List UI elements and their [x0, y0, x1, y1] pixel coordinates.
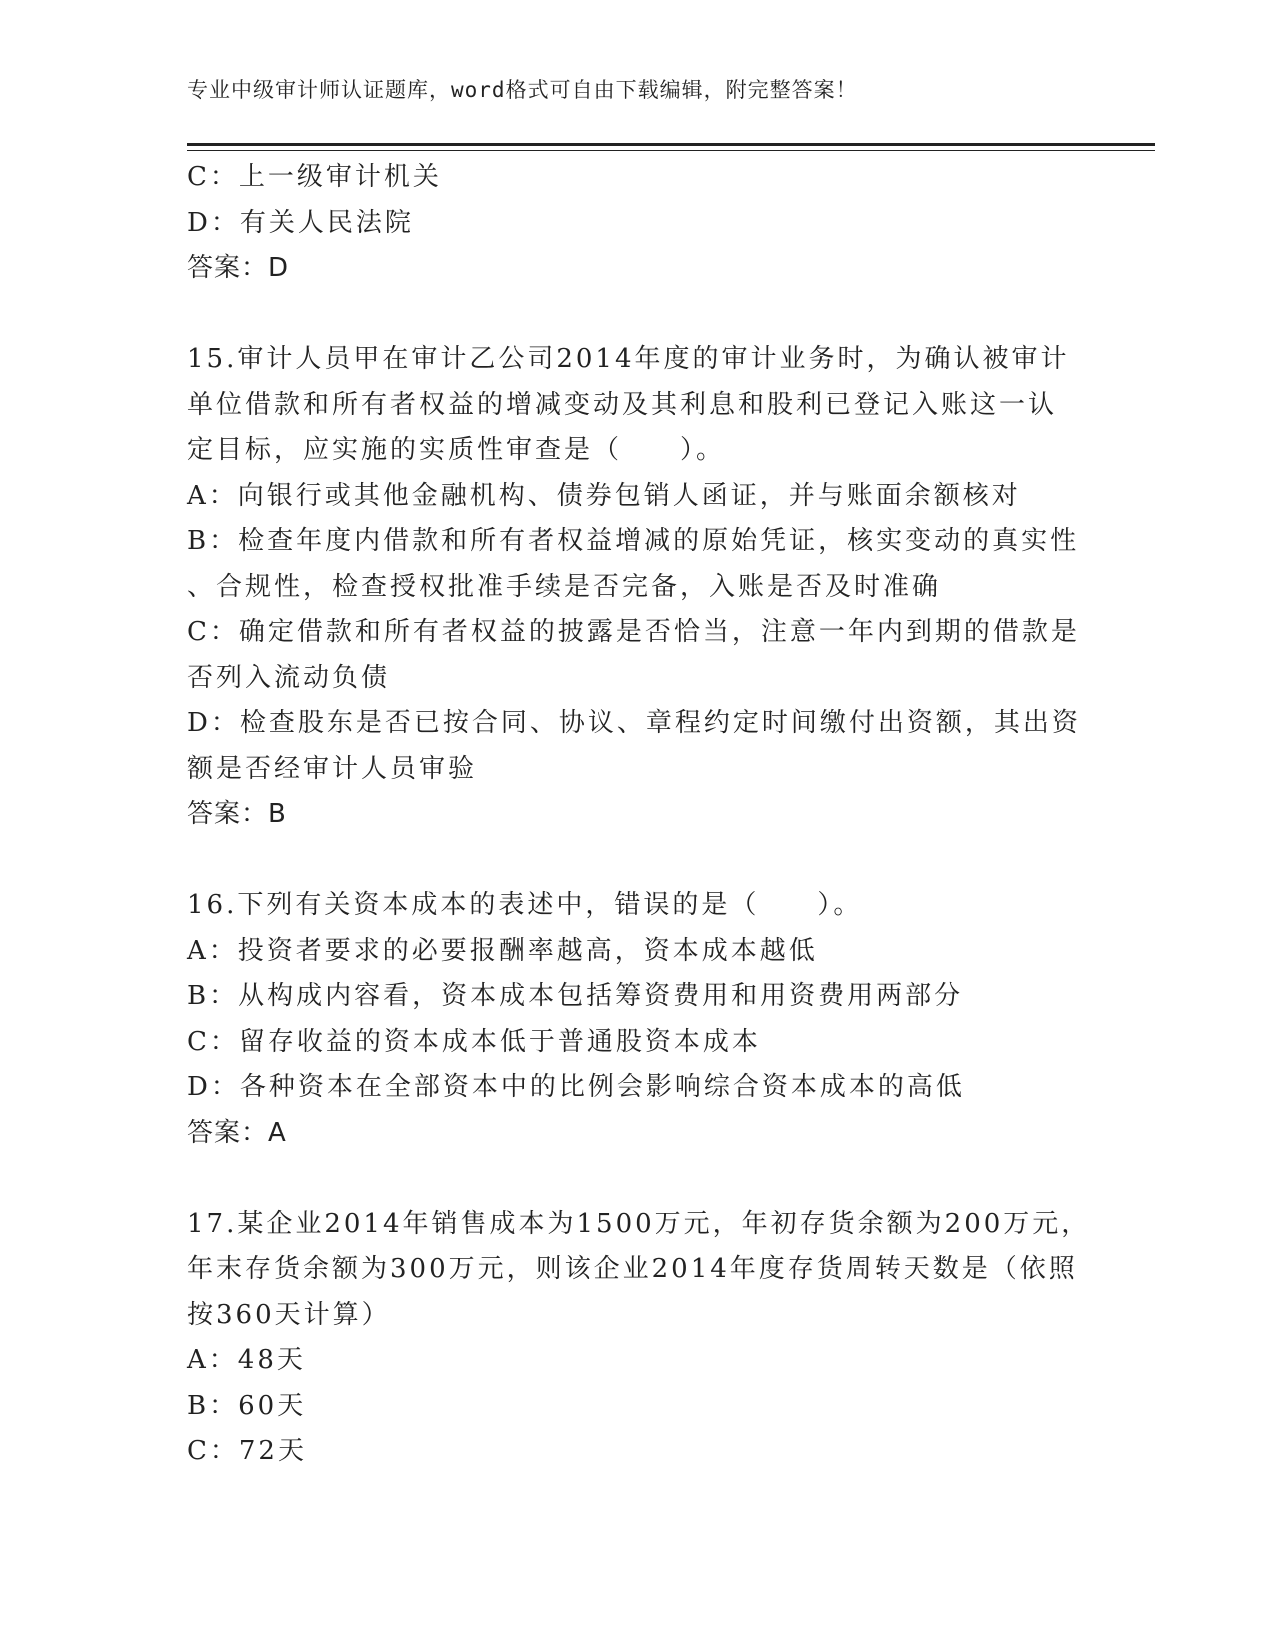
option-line: D：检查股东是否已按合同、协议、章程约定时间缴付出资额，其出资 — [187, 708, 1081, 738]
answer-label: 答案： — [187, 799, 269, 829]
option-line: A：48天 — [187, 1345, 306, 1375]
option-line: A：投资者要求的必要报酬率越高，资本成本越低 — [187, 935, 818, 966]
option-line: B：检查年度内借款和所有者权益增减的原始凭证，核实变动的真实性 — [187, 526, 1080, 556]
question-stem-line: 单位借款和所有者权益的增减变动及其利息和股利已登记入账这一认 — [187, 389, 1058, 420]
option-line: D：有关人民法院 — [187, 207, 414, 238]
answer-value: D — [268, 253, 290, 283]
option-line: C：上一级审计机关 — [187, 162, 442, 192]
question-block — [187, 337, 1087, 838]
question-stem-line: 15.审计人员甲在审计乙公司2014年度的审计业务时，为确认被审计 — [187, 344, 1070, 374]
question-content — [187, 155, 1091, 1475]
question-stem-line: 17.某企业2014年销售成本为1500万元，年初存货余额为200万元， — [187, 1208, 1091, 1239]
header-rule-thin — [187, 150, 1155, 151]
option-line: D：各种资本在全部资本中的比例会影响综合资本成本的高低 — [187, 1072, 965, 1102]
question-block — [187, 155, 1087, 292]
answer-label: 答案： — [187, 253, 269, 283]
option-line: C：确定借款和所有者权益的披露是否恰当，注意一年内到期的借款是 — [187, 617, 1080, 647]
question-block — [187, 1202, 1091, 1475]
answer-line — [187, 792, 1087, 838]
question-stem-line: 年末存货余额为300万元，则该企业2014年度存货周转天数是（依照 — [187, 1254, 1078, 1284]
option-line: A：向银行或其他金融机构、债券包销人函证，并与账面余额核对 — [187, 480, 1021, 511]
answer-label: 答案： — [187, 1117, 269, 1148]
option-line: 额是否经审计人员审验 — [187, 753, 478, 784]
block-spacer — [187, 292, 1087, 338]
answer-line — [187, 1111, 1087, 1157]
answer-value: A — [268, 1117, 287, 1148]
question-block — [187, 883, 1087, 1156]
question-stem-line: 按360天计算） — [187, 1299, 391, 1330]
question-stem-line: 16.下列有关资本成本的表述中，错误的是（ ）。 — [187, 890, 863, 920]
option-line: B：从构成内容看，资本成本包括筹资费用和用资费用两部分 — [187, 981, 964, 1011]
answer-line — [187, 246, 1087, 292]
page-header: 专业中级审计师认证题库，word格式可自由下载编辑，附完整答案！ — [187, 78, 858, 102]
option-line: C：留存收益的资本成本低于普通股资本成本 — [187, 1026, 761, 1057]
block-spacer — [187, 838, 1087, 884]
option-line: 否列入流动负债 — [187, 662, 391, 693]
block-spacer — [187, 1156, 1087, 1202]
header-rule-thick — [187, 143, 1155, 146]
question-stem-line: 定目标，应实施的实质性审查是（ ）。 — [187, 435, 726, 465]
option-line: 、合规性，检查授权批准手续是否完备，入账是否及时准确 — [187, 571, 942, 602]
answer-value: B — [268, 799, 287, 829]
option-line: B：60天 — [187, 1390, 307, 1421]
option-line: C：72天 — [187, 1436, 307, 1466]
